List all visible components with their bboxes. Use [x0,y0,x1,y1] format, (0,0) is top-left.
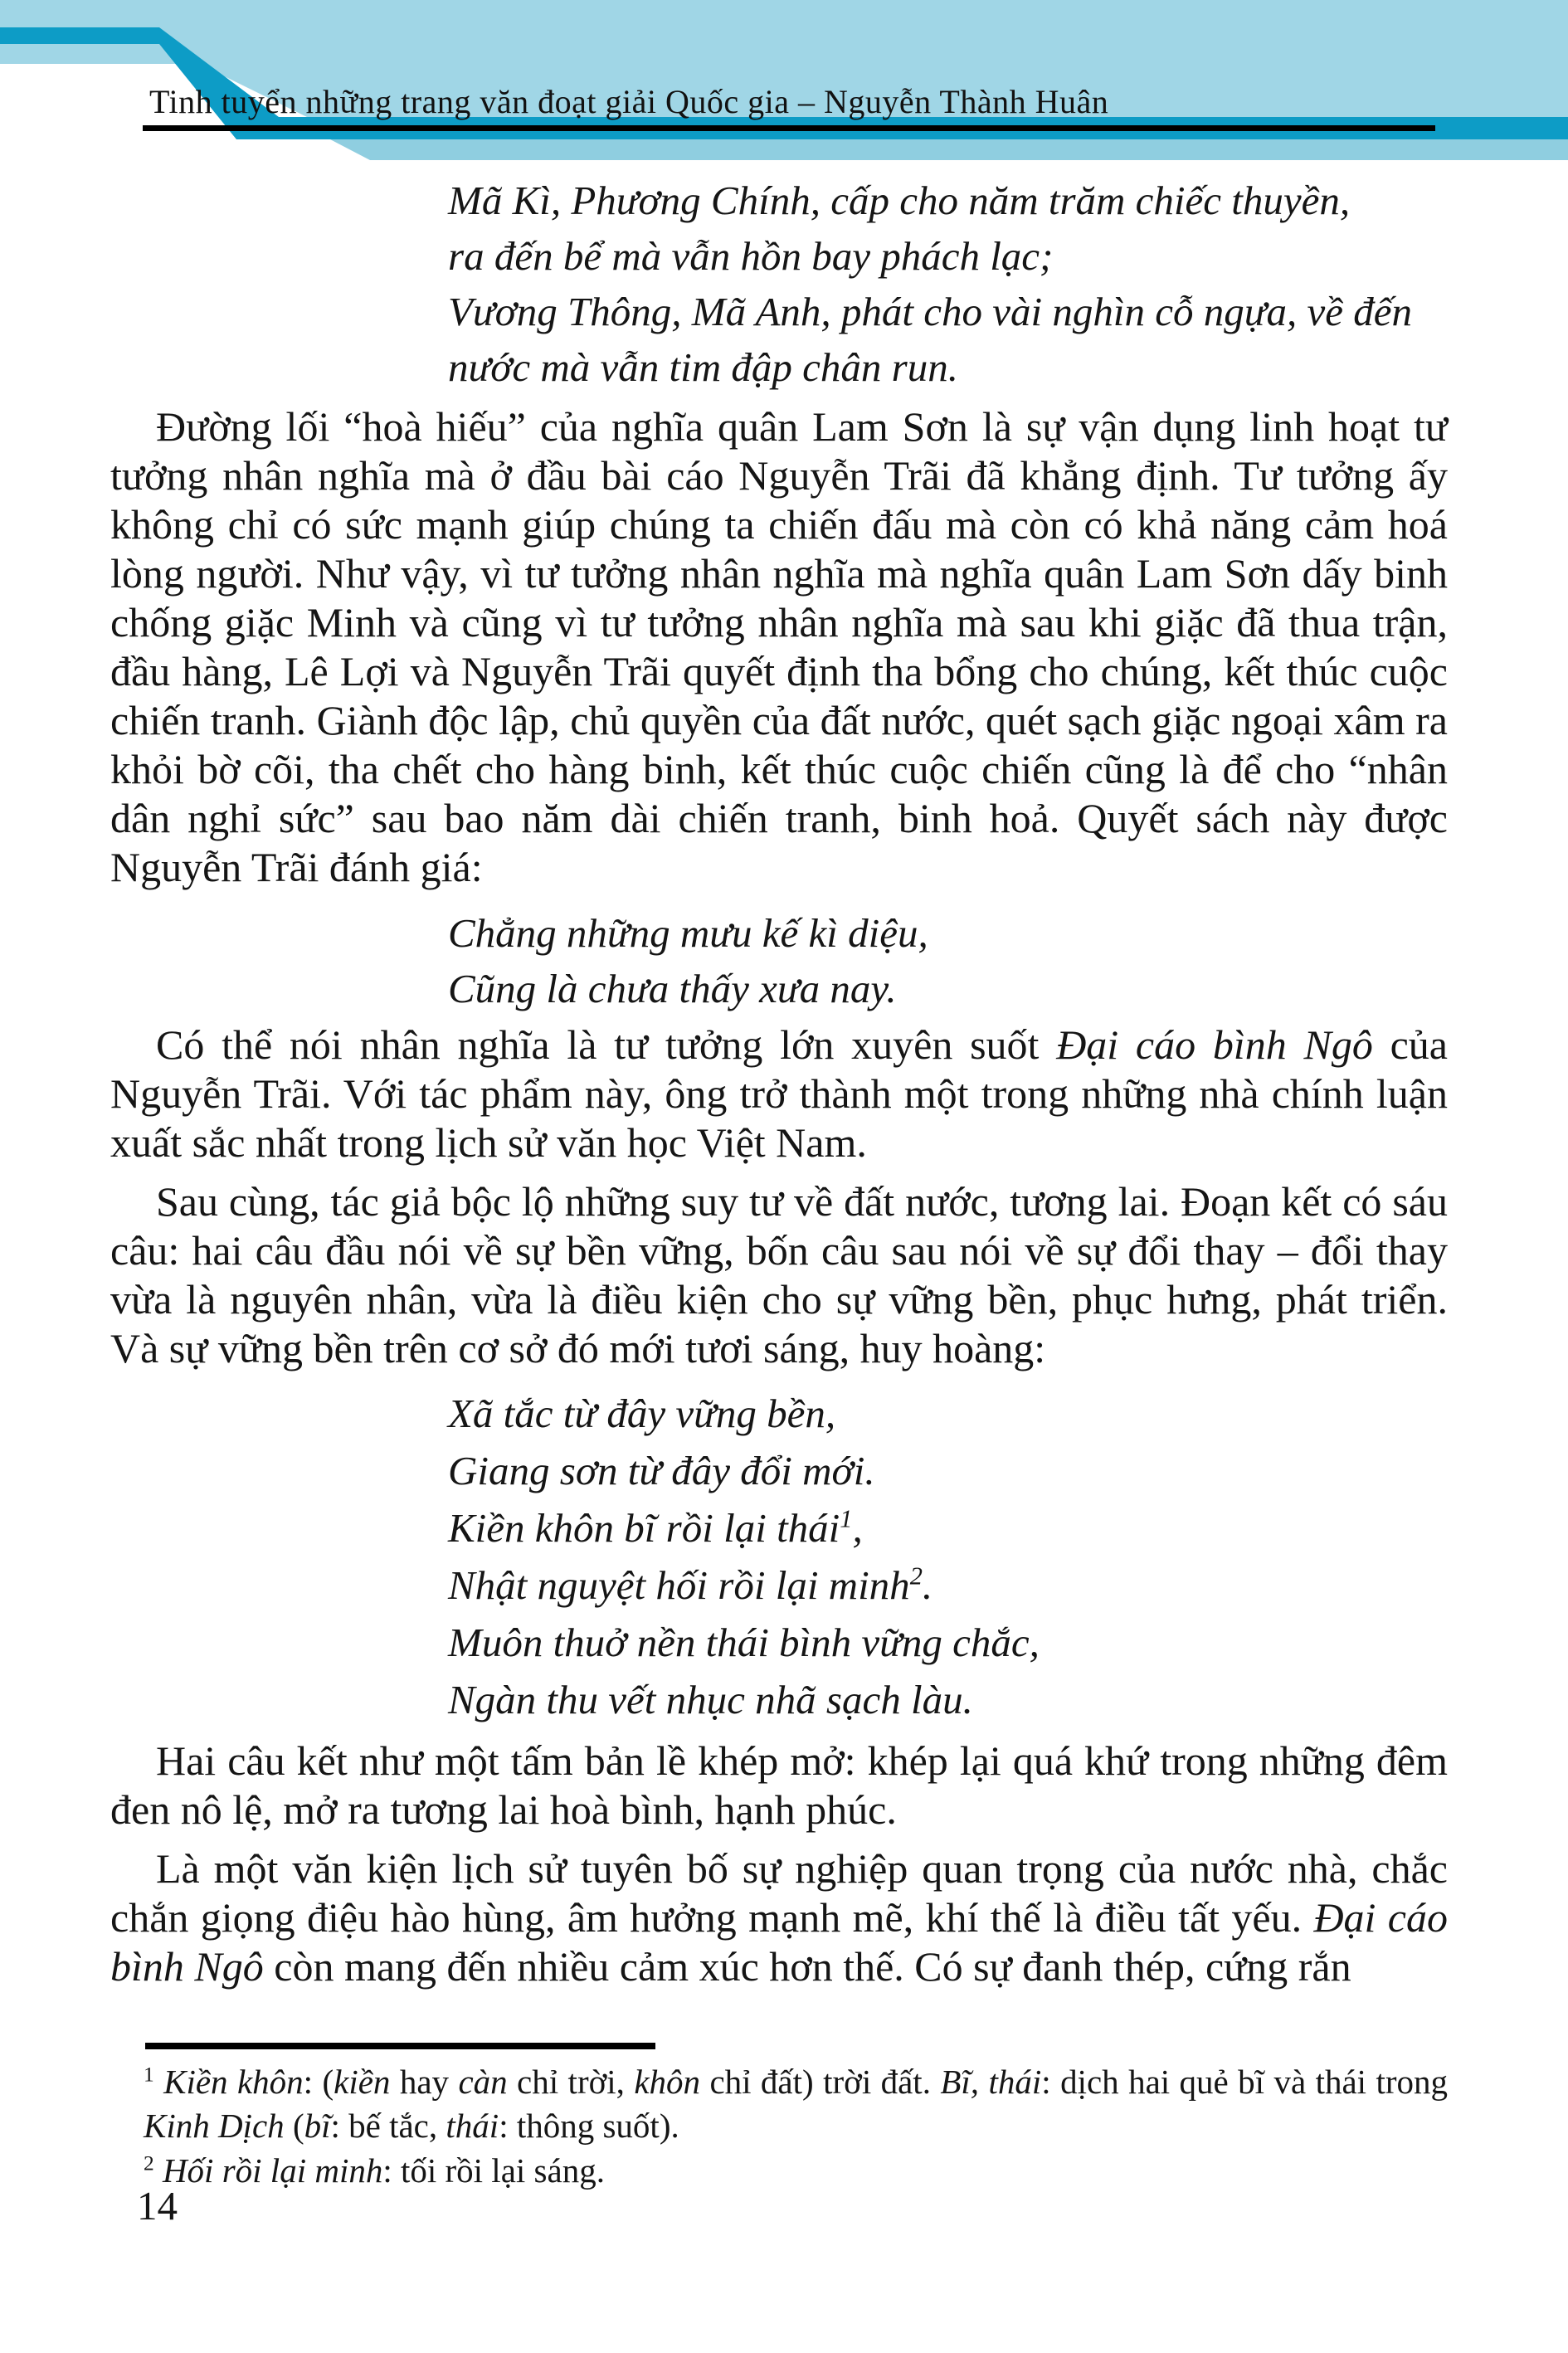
body-paragraph: Hai câu kết như một tấm bản lề khép mở: khép lại quá khứ trong những đêm đen nô lệ, mở ra tương lai hoà bình, hạnh phúc. [110,1737,1448,1833]
body-paragraph: Là một văn kiện lịch sử tuyên bố sự nghiệp quan trọng của nước nhà, chắc chắn giọng điệu hào hùng, âm hưởng mạnh mẽ, khí thế là điều tất yếu. Đại cáo bình Ngô còn mang đến nhiều cảm xúc hơn thế. Có sự đanh thép, cứng rắn [110,1845,1448,1990]
citation-line: Vương Thông, Mã Anh, phát cho vài nghìn cỗ ngựa, về đến [448,289,1412,334]
citation-line: nước mà vẫn tim đập chân run. [448,344,958,390]
footnote-separator-rule [145,2043,655,2049]
verse-line: Kiền khôn bĩ rồi lại thái$^1$, [448,1504,863,1551]
page-number: 14 [137,2183,178,2229]
citation-line: ra đến bể mà vẫn hồn bay phách lạc; [448,233,1054,279]
verse-line: Xã tắc từ đây vững bền, [448,1391,836,1436]
citation-line: Chẳng những mưu kế kì diệu, [448,910,928,956]
citation-block-2 [448,905,928,1016]
verse-block [448,1385,1040,1728]
verse-line: Giang sơn từ đây đổi mới. [448,1448,875,1493]
citation-block-1 [448,173,1412,395]
body-paragraph: Đường lối “hoà hiếu” của nghĩa quân Lam Sơn là sự vận dụng linh hoạt tư tưởng nhân nghĩa mà ở đầu bài cáo Nguyễn Trãi đã khẳng định. Tư tưởng ấy không chỉ có sức mạnh giúp chúng ta chiến đấu mà còn có khả năng cảm hoá lòng người. Như vậy, vì tư tưởng nhân nghĩa mà nghĩa quân Lam Sơn dấy binh chống giặc Minh và cũng vì tư tưởng nhân nghĩa mà sau khi giặc đã thua trận, đầu hàng, Lê Lợi và Nguyễn Trãi quyết định tha bổng cho chúng, kết thúc cuộc chiến tranh. Giành độc lập, chủ quyền của đất nước, quét sạch giặc ngoại xâm ra khỏi bờ cõi, tha chết cho hàng binh, kết thúc cuộc chiến cũng là để cho “nhân dân nghỉ sức” sau bao năm dài chiến tranh, binh hoả. Quyết sách này được Nguyễn Trãi đánh giá: [110,403,1448,890]
header-underline-rule [143,125,1435,131]
verse-line: Ngàn thu vết nhục nhã sạch làu. [448,1677,973,1722]
citation-line: Cũng là chưa thấy xưa nay. [448,966,897,1011]
footnote-1: $^1$ Kiền khôn: (kiền hay càn chỉ trời, khôn chỉ đất) trời đất. Bĩ, thái: dịch hai quẻ bĩ và thái trong Kinh Dịch (bĩ: bế tắc, thái: thông suốt). [144,2063,1449,2145]
body-paragraph: Sau cùng, tác giả bộc lộ những suy tư về đất nước, tương lai. Đoạn kết có sáu câu: hai câu đầu nói về sự bền vững, bốn câu sau nói về sự đổi thay – đổi thay vừa là nguyên nhân, vừa là điều kiện cho sự vững bền, phục hưng, phát triển. Và sự vững bền trên cơ sở đó mới tươi sáng, huy hoàng: [110,1178,1448,1371]
body-paragraph: Có thể nói nhân nghĩa là tư tưởng lớn xuyên suốt Đại cáo bình Ngô của Nguyễn Trãi. Với tác phẩm này, ông trở thành một trong những nhà chính luận xuất sắc nhất trong lịch sử văn học Việt Nam. [110,1021,1448,1166]
verse-line: Muôn thuở nền thái bình vững chắc, [448,1620,1040,1665]
verse-line: Nhật nguyệt hối rồi lại minh$^2$. [448,1561,933,1608]
citation-line: Mã Kì, Phương Chính, cấp cho năm trăm chiếc thuyền, [448,178,1351,223]
footnote-2: $^2$ Hối rồi lại minh: tối rồi lại sáng. [144,2151,605,2190]
running-head-title: Tinh tuyển những trang văn đoạt giải Quốc gia – Nguyễn Thành Huân [149,83,1109,120]
